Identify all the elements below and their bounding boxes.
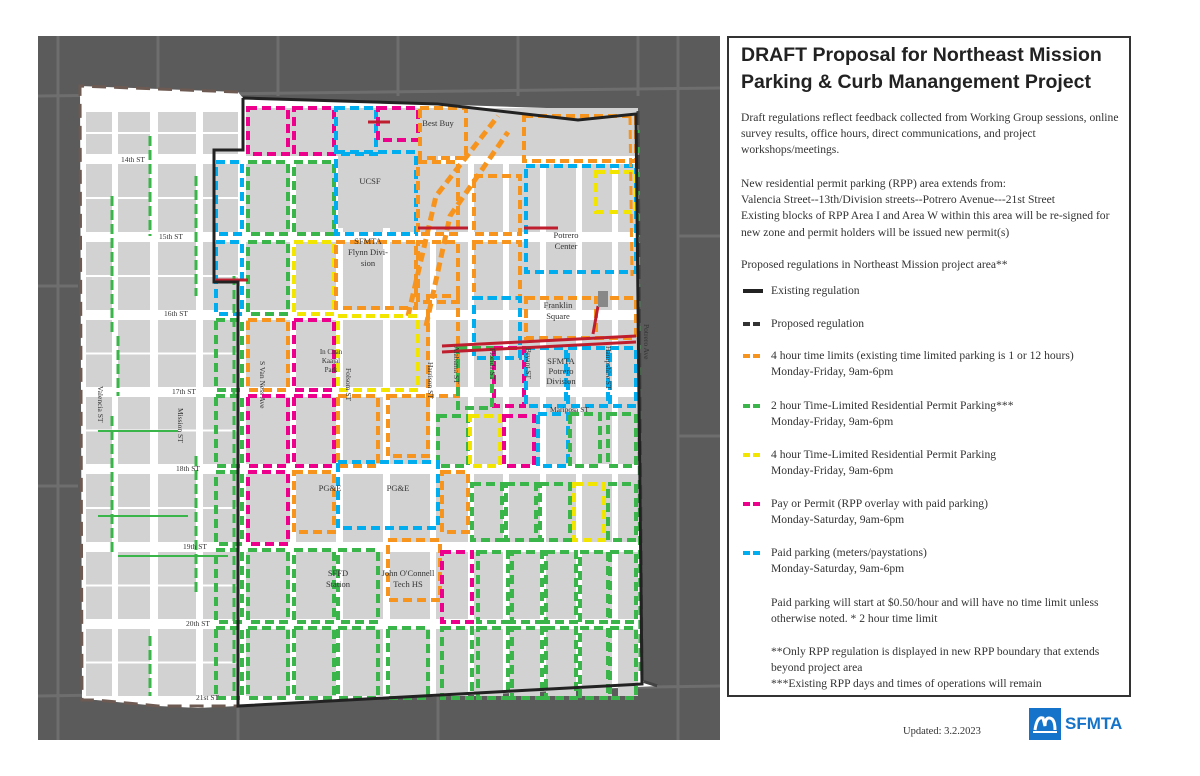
street-17th: 17th ST — [172, 387, 196, 396]
sfmta-logo-icon — [1029, 708, 1061, 740]
alley — [86, 662, 112, 664]
alley — [118, 507, 150, 509]
project-block — [246, 397, 290, 464]
project-block — [246, 629, 290, 696]
alley — [203, 197, 238, 199]
alley — [118, 585, 150, 587]
project-block — [246, 164, 290, 232]
magenta-swatch-icon — [743, 502, 763, 506]
street-florida: Florida ST — [488, 348, 497, 381]
project-block-top — [246, 108, 638, 156]
project-block — [246, 242, 290, 310]
street-mariposa: Mariposa ST — [550, 405, 589, 414]
project-block — [546, 552, 576, 619]
alley — [118, 662, 150, 664]
street-18th: 18th ST — [176, 464, 200, 473]
rpp-paragraph — [741, 176, 1127, 241]
street-folsom: Folsom ST — [344, 368, 353, 402]
green-swatch-icon — [743, 404, 763, 408]
place-inchan: In Chan Kaajal Park — [319, 348, 343, 374]
street-alabama: Alabama ST — [452, 346, 461, 384]
alley — [118, 353, 150, 355]
note-rpp-display: **Only RPP regulation is displayed in new RPP boundary that extends beyond project area — [771, 645, 1100, 674]
paid-note: Paid parking will start at $0.50/hour and will have no time limit unless otherwise noted. * 2 hour time limit — [771, 596, 1099, 625]
existing-swatch-icon — [743, 289, 763, 293]
blue-swatch-icon — [743, 551, 763, 555]
alley — [118, 197, 150, 199]
place-jo: John O'Connell Tech HS — [381, 568, 435, 589]
street-hampshire: Hampshire ST — [604, 346, 613, 390]
project-block — [436, 320, 468, 387]
rpp-line-2: Valencia Street--13th/Division streets--Potrero Avenue---21st Street — [741, 193, 1056, 207]
alley — [158, 507, 196, 509]
project-block — [546, 164, 576, 232]
project-block — [296, 629, 336, 696]
alley — [158, 197, 196, 199]
orange-swatch-icon — [743, 354, 763, 358]
project-block — [296, 164, 336, 232]
alley — [86, 585, 112, 587]
alley — [86, 275, 112, 277]
intro-paragraph: Draft regulations reflect feedback collected from Working Group sessions, online survey results, office hours, direct communications, and project workshops/meetings. — [741, 111, 1119, 157]
title-line-2: Parking & Curb Manangement Project — [741, 71, 1091, 93]
street-19th: 19th ST — [183, 542, 207, 551]
franklin-corner — [598, 291, 608, 307]
alley — [158, 275, 196, 277]
street-16th: 16th ST — [164, 309, 188, 318]
street-svn: S Van Ness Ave — [258, 361, 267, 409]
project-block — [546, 629, 576, 696]
place-sfmta-potrero: SFMTA Potrero Division — [546, 356, 576, 386]
alley — [158, 662, 196, 664]
alley — [86, 132, 112, 134]
note-rpp-days: ***Existing RPP days and times of operations will remain — [771, 677, 1042, 690]
project-block — [343, 474, 383, 542]
street-15th: 15th ST — [159, 232, 183, 241]
updated-date: Updated: 3.2.2023 — [903, 726, 981, 737]
legend-panel: DRAFT Proposal for Northeast Mission Parking & Curb Manangement Project Draft regulations reflect feedback collected from Working Group sessions, online survey results, office hours, direct communications, and project workshops/meetings. New residential permit parking (RPP) area extends from: Valencia Street--13th/Division streets--Potrero Avenue---21st Street Existing blocks of RPP Area I and Area W within this area will be re-signed for new zone and permit holders will be issued new permit(s) Proposed regulations in Northeast Mission project area** Existing regulation Proposed regulation 4 hour time limits (existing time limited parking is 1 or 12 hours) Monday-Friday, 9am-6pm 2 hour Time-Limited Residential Permit Parking*** Monday-Friday, 9am-6pm 4 hour Time-Limited Residential Permit Parking Monday-Friday, 9am-6pm Pay or Permit (RPP overlay with paid parking) Monday-Saturday, 9am-6pm Paid parking (meters/paystations) Monday-Saturday, 9am-6pm Paid parking will start at $0.50/hour and will have no time limit unless otherwise noted. * 2 hour time limit **Only RPP regulation is displayed in new RPP boundary that extends beyond project area ***Existing RPP days and times of operations will remain — [727, 36, 1131, 697]
place-ucsf: UCSF — [359, 176, 381, 186]
project-block — [246, 474, 290, 542]
yellow-swatch-icon — [743, 453, 763, 457]
proposed-header: Proposed regulations in Northeast Mission project area** — [741, 258, 1008, 271]
project-block — [296, 242, 336, 310]
sfmta-logo — [1029, 708, 1130, 740]
street-potrero: Potrero Ave — [642, 324, 651, 360]
street-valencia: Valencia ST — [96, 386, 105, 423]
alley — [158, 353, 196, 355]
place-potrero-center: Potrero Center — [553, 230, 579, 251]
sfmta-logo-text: SFMTA — [1065, 714, 1123, 733]
alley — [158, 585, 196, 587]
rpp-line-1: New residential permit parking (RPP) area extends from: — [741, 177, 1006, 190]
alley — [86, 197, 112, 199]
street-bryant: Bryant ST — [524, 348, 533, 380]
place-sfmta-flynn: SFMTA Flynn Divi-sion — [348, 236, 388, 268]
place-pge2: PG&E — [386, 483, 410, 493]
title-line-1: DRAFT Proposal for Northeast Mission — [741, 44, 1102, 66]
ucsf-parcel — [338, 156, 438, 228]
project-block — [390, 629, 430, 696]
street-mission: Mission ST — [176, 408, 185, 443]
street-21st: 21st ST — [196, 693, 220, 702]
project-block — [246, 552, 290, 619]
place-pge1: PG&E — [318, 483, 342, 493]
place-sffd: SFFD Station — [325, 568, 351, 589]
alley — [158, 132, 196, 134]
project-block — [246, 320, 290, 387]
project-block — [390, 320, 430, 387]
street-harrison: Harrison ST — [426, 362, 435, 399]
project-block — [296, 397, 336, 464]
street-14th: 14th ST — [121, 155, 145, 164]
proposed-swatch-icon — [743, 322, 763, 326]
neighborhood-map — [38, 36, 720, 740]
alley — [86, 353, 112, 355]
project-block — [390, 397, 430, 464]
alley — [203, 132, 238, 134]
rpp-line-3: Existing blocks of RPP Area I and Area W within this area will be re-signed for new zone and permit holders will be issued new permit(s) — [741, 209, 1110, 239]
place-bestbuy: Best Buy — [422, 118, 454, 128]
legend-title — [741, 42, 1121, 96]
place-franklin: Franklin Square — [543, 300, 573, 321]
city-blocks — [86, 108, 638, 696]
alley — [118, 132, 150, 134]
street-20th: 20th ST — [186, 619, 210, 628]
alley — [118, 275, 150, 277]
project-block — [436, 397, 468, 464]
alley — [86, 507, 112, 509]
